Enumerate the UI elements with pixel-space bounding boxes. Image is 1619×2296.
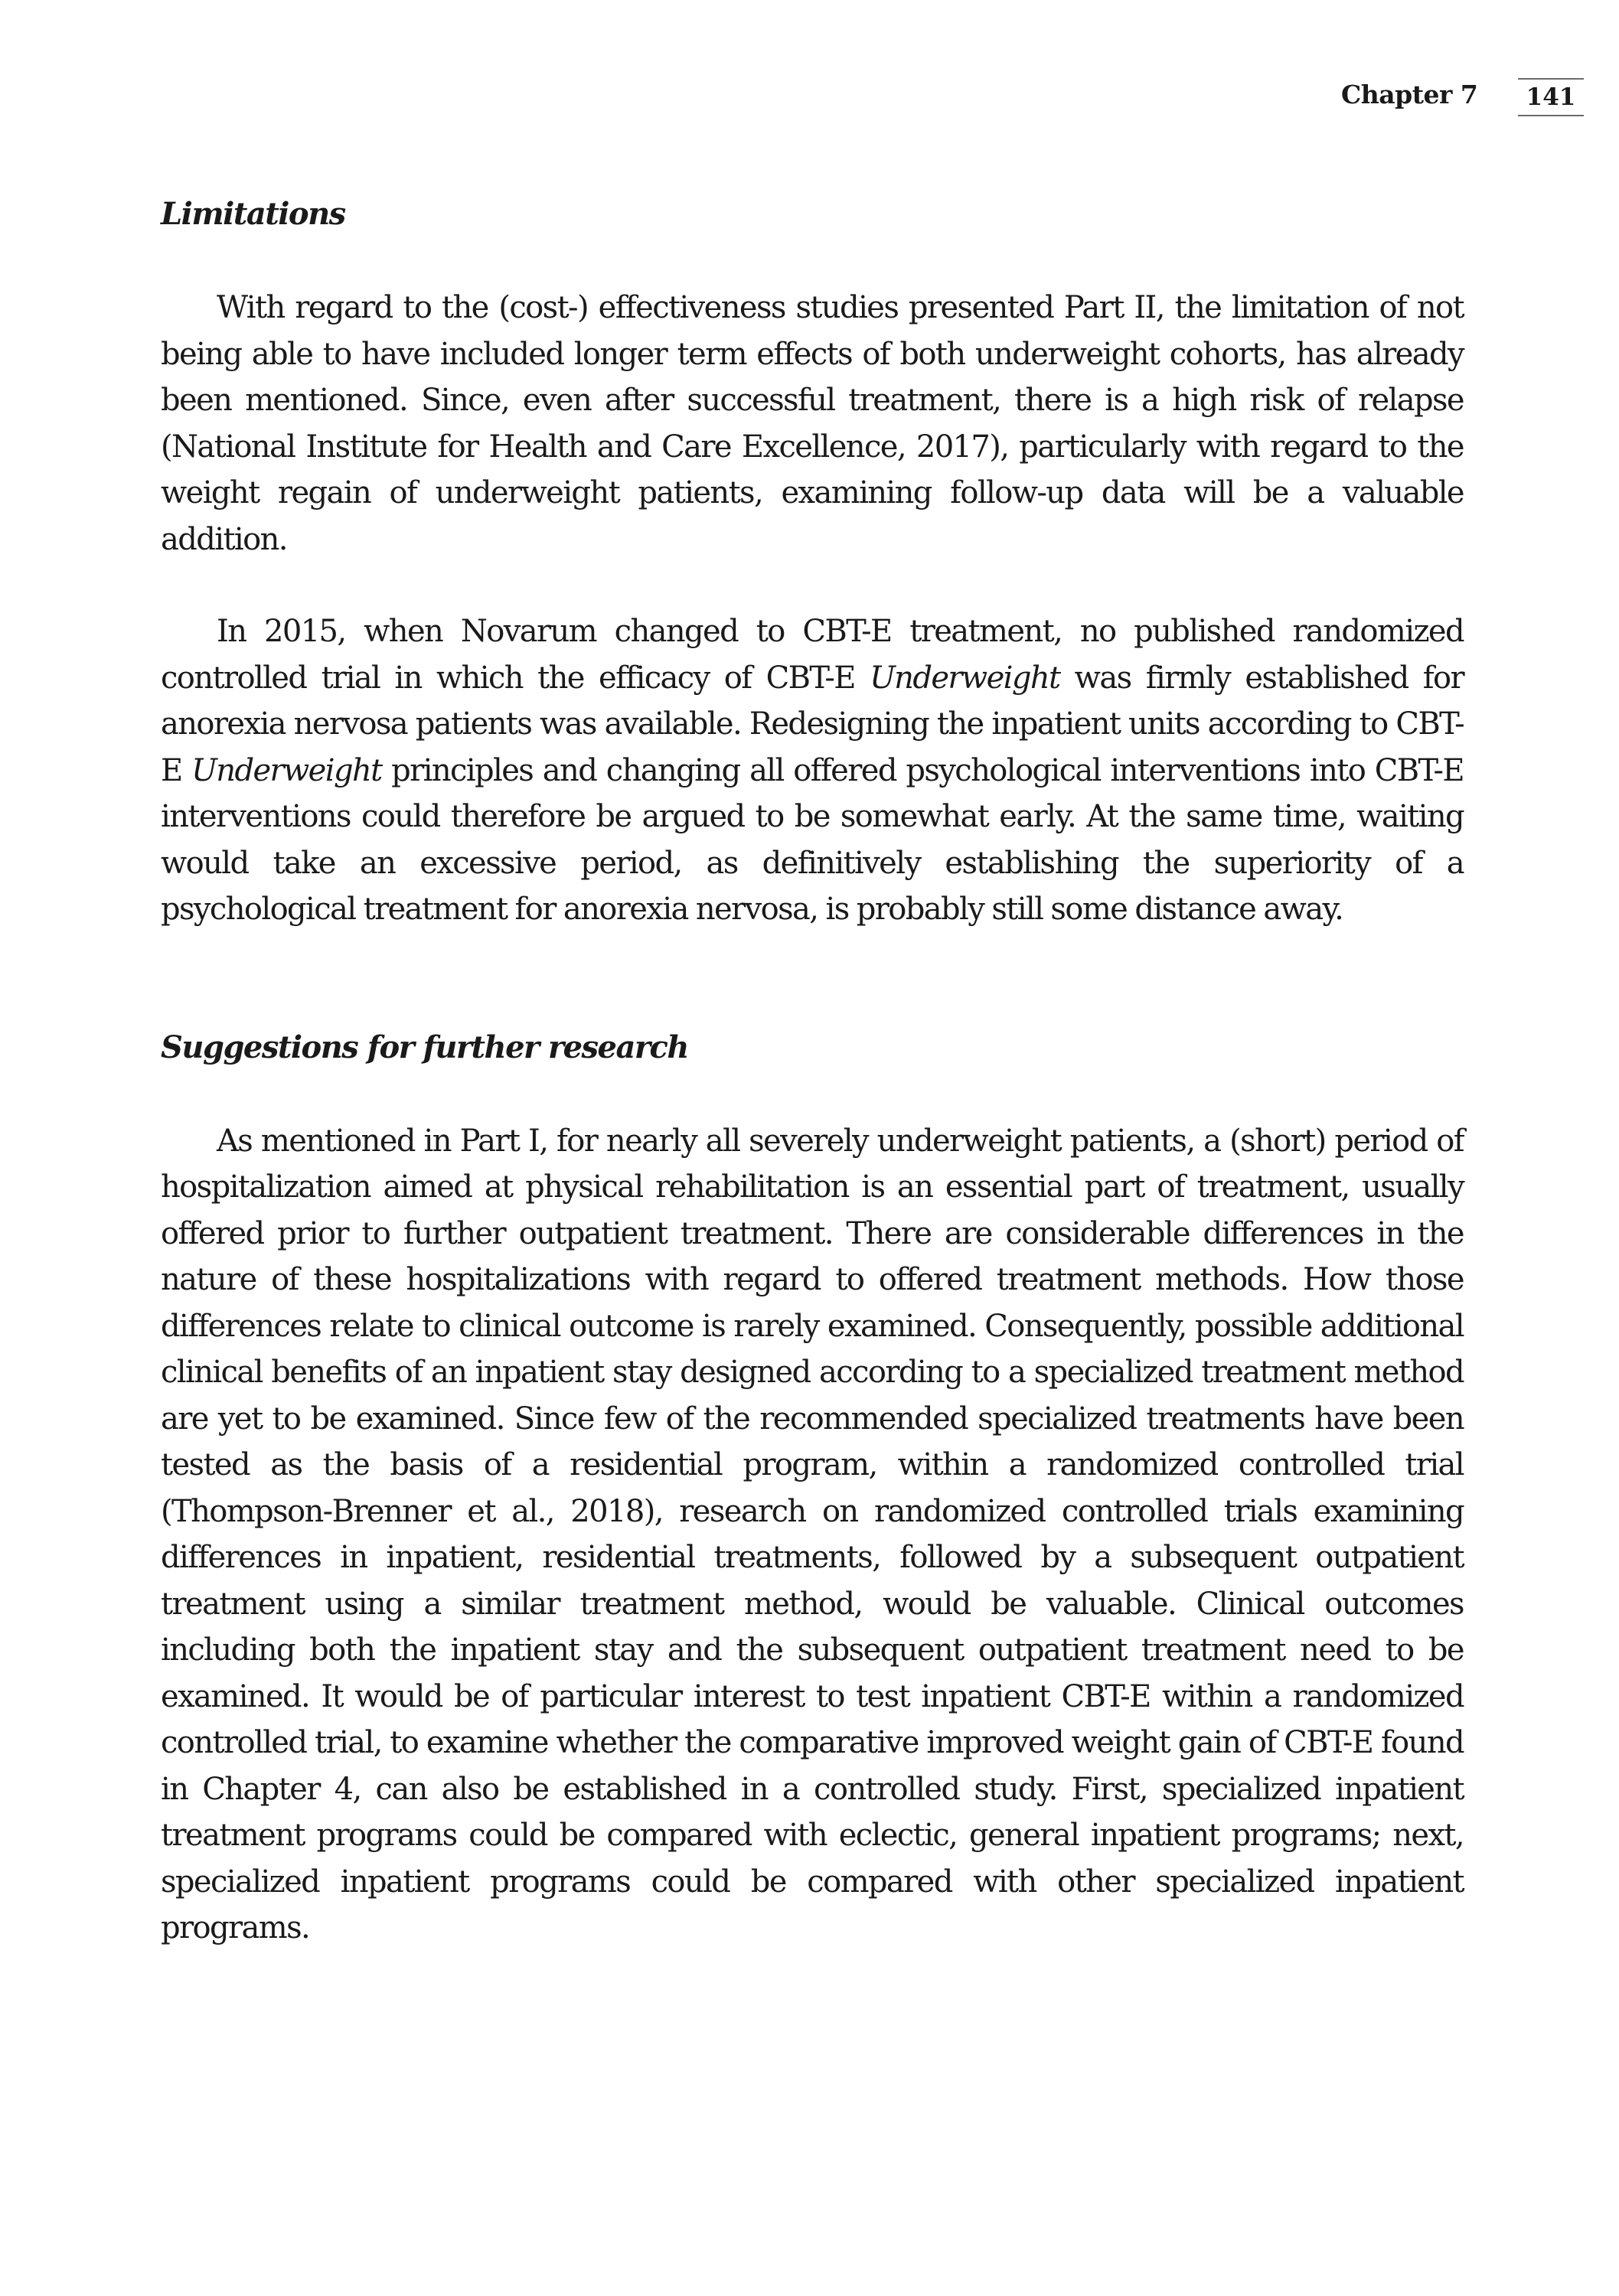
text-run: principles and changing all offered psychological interventions into CBT-E interventions could therefore be argued to be somewhat early. At the same time, waiting would take an excessive period, as definitively establishing the superiority of a psychological treatment for anorexia nervosa, is probably still some distance away. — [161, 752, 1464, 927]
chapter-label: Chapter 7 — [1341, 80, 1478, 109]
running-header — [0, 73, 1619, 119]
italic-term-underweight: Underweight — [191, 752, 382, 788]
spacer — [161, 563, 1464, 608]
paragraph-limitations-1: With regard to the (cost-) effectiveness studies presented Part II, the limitation of not being able to have included longer term effects of both underweight cohorts, has already been mentioned. Since, even after successful treatment, there is a high risk of relapse (National Institute for Health and Care Excellence, 2017), particularly with regard to the weight regain of underweight patients, examining follow-up data will be a valuable addition. — [161, 290, 1464, 557]
section-heading-limitations: Limitations — [161, 196, 345, 232]
text-run: In 2015, when Novarum changed to CBT-E treatment, no published randomized controlled trial in which the efficacy of CBT-E — [161, 614, 1464, 696]
text-run: was firmly established for anorexia nervosa patients was available. Redesigning the inpatient units according to CBT-E — [161, 660, 1464, 788]
spacer — [161, 933, 1464, 1025]
paragraph-further-research-1: As mentioned in Part I, for nearly all severely underweight patients, a (short) period of hospitalization aimed at physical rehabilitation is an essential part of treatment, usually offered prior to further outpatient treatment. There are considerable differences in the nature of these hospitalizations with regard to offered treatment methods. How those differences relate to clinical outcome is rarely examined. Consequently, possible additional clinical benefits of an inpatient stay designed according to a specialized treatment method are yet to be examined. Since few of the recommended specialized treatments have been tested as the basis of a residential program, within a randomized controlled trial (Thompson-Brenner et al., 2018), research on randomized controlled trials examining differences in inpatient, residential treatments, followed by a subsequent outpatient treatment using a similar treatment method, would be valuable. Clinical outcomes including both the inpatient stay and the subsequent outpatient treatment need to be examined. It would be of particular interest to test inpatient CBT-E within a randomized controlled trial, to examine whether the comparative improved weight gain of CBT-E found in Chapter 4, can also be established in a controlled study. First, specialized inpatient treatment programs could be compared with eclectic, general inpatient programs; next, specialized inpatient programs could be compared with other specialized inpatient programs. — [161, 1123, 1464, 1945]
italic-term-underweight: Underweight — [870, 660, 1060, 696]
spacer — [161, 237, 1464, 285]
paragraph-limitations-2 — [161, 608, 1464, 933]
page-body — [161, 191, 1464, 1952]
section-heading-further-research: Suggestions for further research — [161, 1029, 688, 1065]
spacer — [161, 1071, 1464, 1118]
page-number: 141 — [1518, 78, 1584, 116]
